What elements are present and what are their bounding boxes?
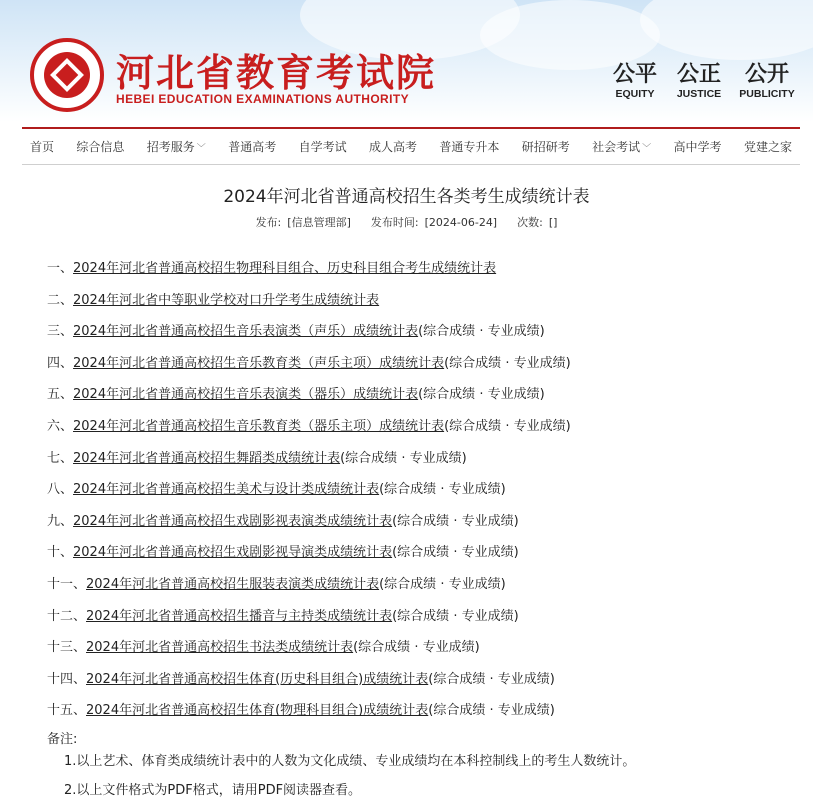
list-item — [47, 544, 787, 576]
list-item-number: 十、 — [47, 545, 74, 561]
list-item — [47, 386, 787, 418]
list-item-link[interactable]: 2024年河北省普通高校招生音乐教育类（声乐主项）成绩统计表 — [73, 355, 445, 371]
nav-item-label: 普通高考 — [228, 140, 277, 154]
site-logo-subtitle: HEBEI EDUCATION EXAMINATIONS AUTHORITY — [116, 92, 409, 106]
nav-item-label: 成人高考 — [368, 140, 417, 154]
list-item-number: 十二、 — [47, 608, 87, 624]
nav-item-label: 普通专升本 — [439, 140, 500, 154]
list-item — [47, 292, 787, 324]
list-item-link[interactable]: 2024年河北省普通高校招生美术与设计类成绩统计表 — [73, 482, 380, 498]
header-cloud — [640, 0, 813, 60]
list-item-suffix: (综合成绩 · 专业成绩) — [444, 418, 571, 434]
site-logo-seal[interactable] — [30, 38, 104, 112]
nav-item-self-study[interactable] — [299, 138, 347, 155]
list-item-number: 四、 — [47, 355, 74, 371]
list-item-suffix: (综合成绩 · 专业成绩) — [428, 703, 555, 719]
list-item-link[interactable]: 2024年河北省普通高校招生服装表演类成绩统计表 — [86, 576, 380, 592]
list-item-number: 六、 — [47, 418, 74, 434]
list-item-suffix: (综合成绩 · 专业成绩) — [418, 387, 545, 403]
list-item — [47, 608, 787, 640]
list-item-link[interactable]: 2024年河北省普通高校招生播音与主持类成绩统计表 — [86, 608, 393, 624]
list-item-suffix: (综合成绩 · 专业成绩) — [379, 482, 506, 498]
list-item-suffix: (综合成绩 · 专业成绩) — [418, 324, 545, 340]
views-value: [] — [548, 216, 558, 229]
views-label: 次数: — [517, 216, 543, 229]
chevron-down-icon: ﹀ — [196, 144, 206, 154]
motto-equity — [602, 62, 668, 100]
list-item — [47, 260, 787, 292]
nav-item-general-info[interactable] — [76, 138, 124, 155]
motto-justice — [666, 62, 732, 100]
list-item-number: 一、 — [47, 261, 74, 276]
list-item — [47, 513, 787, 545]
nav-item-label: 招考服务 — [146, 140, 195, 154]
nav-item-home[interactable] — [30, 138, 54, 155]
publisher-label: 发布: — [255, 216, 282, 229]
list-item-link[interactable]: 2024年河北省普通高校招生物理科目组合、历史科目组合考生成绩统计表 — [73, 261, 497, 276]
nav-item-label: 社会考试 — [592, 140, 641, 154]
date-value: [2024-06-24] — [424, 216, 498, 229]
list-item-suffix: (综合成绩 · 专业成绩) — [392, 513, 519, 529]
site-logo-title[interactable]: 河北省教育考试院 — [116, 51, 437, 95]
list-item-number: 二、 — [47, 292, 74, 308]
list-item-link[interactable]: 2024年河北省普通高校招生体育(历史科目组合)成绩统计表 — [86, 671, 429, 687]
nav-item-gaokao[interactable] — [228, 138, 276, 155]
list-item-suffix: (综合成绩 · 专业成绩) — [392, 608, 519, 624]
page-title: 2024年河北省普通高校招生各类考生成绩统计表 — [223, 187, 590, 207]
main-nav — [22, 127, 800, 165]
motto-en: JUSTICE — [676, 88, 722, 100]
motto-en: PUBLICITY — [739, 88, 795, 100]
notes-section — [47, 731, 787, 800]
nav-item-label: 首页 — [30, 140, 55, 154]
list-item-suffix: (综合成绩 · 专业成绩) — [353, 640, 480, 656]
list-item-number: 五、 — [47, 387, 74, 403]
list-item-number: 十三、 — [47, 640, 87, 656]
list-item-link[interactable]: 2024年河北省普通高校招生音乐表演类（声乐）成绩统计表 — [73, 324, 419, 340]
nav-item-social-exam[interactable] — [592, 138, 651, 155]
list-item — [47, 576, 787, 608]
list-item-number: 三、 — [47, 324, 74, 340]
list-item-link[interactable]: 2024年河北省普通高校招生书法类成绩统计表 — [86, 640, 354, 656]
list-item — [47, 639, 787, 671]
list-item-number: 八、 — [47, 482, 74, 498]
date-label: 发布时间: — [370, 216, 419, 229]
motto-cn: 公正 — [676, 62, 721, 87]
motto-publicity — [734, 62, 800, 100]
notes-line: 2.以上文件格式为PDF格式，请用PDF阅读器查看。 — [64, 783, 362, 798]
list-item-number: 九、 — [47, 513, 74, 529]
motto-cn: 公开 — [744, 62, 789, 87]
list-item-link[interactable]: 2024年河北省普通高校招生舞蹈类成绩统计表 — [73, 450, 341, 466]
list-item-suffix: (综合成绩 · 专业成绩) — [379, 576, 506, 592]
nav-item-upgrade[interactable] — [439, 138, 499, 155]
list-item — [47, 702, 787, 734]
nav-item-label: 党建之家 — [743, 140, 792, 154]
notes-label: 备注: — [47, 732, 78, 747]
list-item-link[interactable]: 2024年河北省普通高校招生音乐教育类（器乐主项）成绩统计表 — [73, 418, 445, 434]
list-item — [47, 323, 787, 355]
list-item-suffix: (综合成绩 · 专业成绩) — [428, 671, 555, 687]
list-item — [47, 418, 787, 450]
list-item — [47, 481, 787, 513]
list-item-suffix: (综合成绩 · 专业成绩) — [444, 355, 571, 371]
article-meta — [0, 214, 813, 230]
list-item-suffix: (综合成绩 · 专业成绩) — [340, 450, 467, 466]
list-item-link[interactable]: 2024年河北省普通高校招生体育(物理科目组合)成绩统计表 — [86, 703, 429, 719]
motto-cn: 公平 — [612, 62, 657, 87]
score-table-list — [47, 260, 787, 734]
header-cloud — [480, 0, 660, 70]
nav-item-graduate[interactable] — [522, 138, 570, 155]
nav-item-adult-exam[interactable] — [369, 138, 417, 155]
motto-en: EQUITY — [615, 88, 655, 100]
list-item-number: 十一、 — [47, 576, 87, 592]
list-item-number: 十五、 — [47, 703, 87, 719]
chevron-down-icon: ﹀ — [642, 144, 652, 154]
nav-item-label: 研招研考 — [521, 140, 570, 154]
site-header — [0, 0, 813, 122]
list-item-link[interactable]: 2024年河北省普通高校招生戏剧影视表演类成绩统计表 — [73, 513, 393, 529]
nav-item-label: 自学考试 — [298, 140, 347, 154]
list-item — [47, 450, 787, 482]
list-item-link[interactable]: 2024年河北省中等职业学校对口升学考生成绩统计表 — [73, 292, 380, 308]
list-item — [47, 355, 787, 387]
list-item-link[interactable]: 2024年河北省普通高校招生戏剧影视导演类成绩统计表 — [73, 545, 393, 561]
notes-line: 1.以上艺术、体育类成绩统计表中的人数为文化成绩、专业成绩均在本科控制线上的考生人数统计。 — [64, 754, 636, 769]
nav-item-hs-exam[interactable] — [674, 138, 722, 155]
nav-item-label: 综合信息 — [76, 140, 125, 154]
list-item-number: 七、 — [47, 450, 74, 466]
nav-item-admission-services[interactable] — [147, 138, 206, 155]
publisher-value: [信息管理部] — [287, 216, 351, 229]
nav-item-label: 高中学考 — [673, 140, 722, 154]
list-item-suffix: (综合成绩 · 专业成绩) — [392, 545, 519, 561]
nav-item-party[interactable] — [744, 138, 792, 155]
list-item-number: 十四、 — [47, 671, 87, 687]
list-item-link[interactable]: 2024年河北省普通高校招生音乐表演类（器乐）成绩统计表 — [73, 387, 419, 403]
list-item — [47, 671, 787, 703]
